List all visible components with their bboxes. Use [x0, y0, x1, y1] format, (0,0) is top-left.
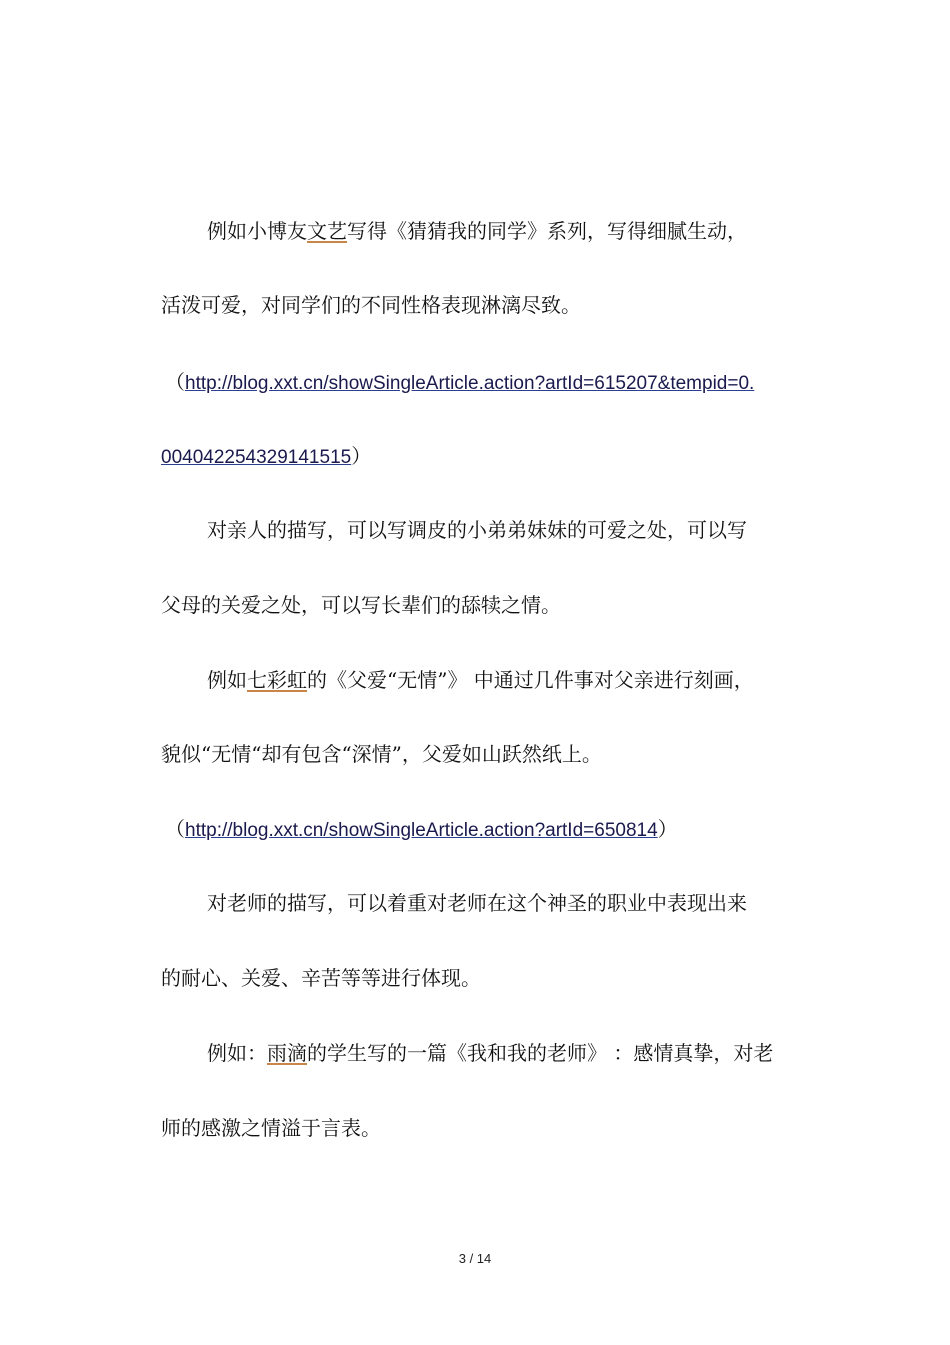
author-name: 七彩虹 [247, 668, 307, 692]
link-line [161, 444, 371, 470]
text: 例如 [207, 668, 247, 692]
article-link-continued[interactable]: 004042254329141515 [161, 447, 352, 468]
open-paren: （ [165, 817, 185, 841]
paragraph-line [207, 219, 747, 243]
text: 的《父爱“无情”》 中通过几件事对父亲进行刻画， [307, 668, 754, 692]
author-name: 雨滴 [267, 1041, 307, 1065]
paragraph-line [207, 1041, 773, 1065]
author-name: 文艺 [307, 219, 347, 243]
link-line [165, 817, 678, 843]
paragraph-line: 貌似“无情“却有包含“深情”，父爱如山跃然纸上。 [161, 742, 602, 766]
page-number: 3 / 14 [458, 1251, 492, 1266]
paragraph-line: 的耐心、关爱、辛苦等等进行体现。 [161, 966, 481, 990]
link-line [165, 370, 754, 396]
paragraph-line: 活泼可爱，对同学们的不同性格表现淋漓尽致。 [161, 293, 581, 317]
text: 的学生写的一篇《我和我的老师》 ：感情真挚，对老 [307, 1041, 774, 1065]
close-paren: ） [657, 817, 678, 841]
text: 例如： [207, 1041, 267, 1065]
text: 例如小博友 [207, 219, 307, 243]
paragraph-line [207, 668, 754, 692]
paragraph-line: 师的感激之情溢于言表。 [161, 1116, 381, 1140]
open-paren: （ [165, 370, 185, 394]
paragraph-line: 对老师的描写，可以着重对老师在这个神圣的职业中表现出来 [207, 891, 747, 915]
paragraph-line: 对亲人的描写，可以写调皮的小弟弟妹妹的可爱之处，可以写 [207, 518, 747, 542]
text: 写得《猜猜我的同学》系列，写得细腻生动， [347, 219, 747, 243]
article-link[interactable]: http://blog.xxt.cn/showSingleArticle.action?artId=650814 [185, 820, 658, 841]
article-link[interactable]: http://blog.xxt.cn/showSingleArticle.action?artId=615207&tempid=0. [185, 373, 755, 394]
paragraph-line: 父母的关爱之处，可以写长辈们的舔犊之情。 [161, 593, 561, 617]
close-paren: ） [351, 444, 372, 468]
